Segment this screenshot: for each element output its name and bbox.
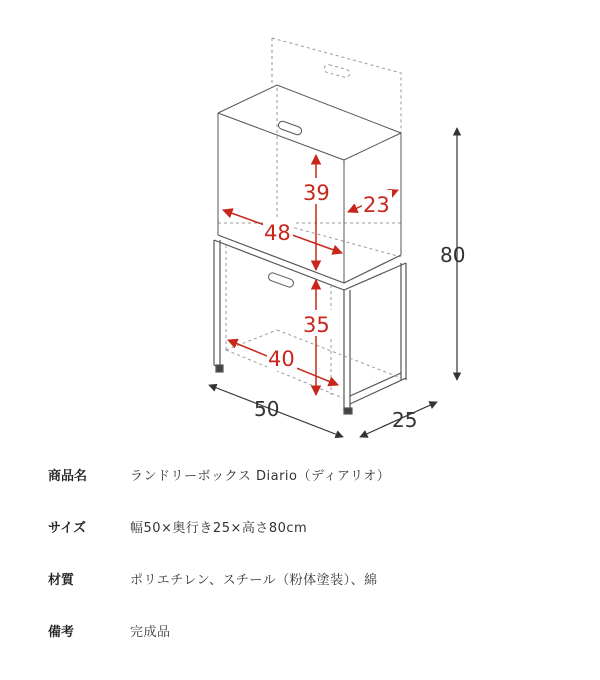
width-bottom-label: 40 [268, 347, 295, 371]
spec-table [48, 465, 568, 673]
spec-row-product-name [48, 465, 568, 517]
spec-label: 材質 [48, 573, 75, 588]
spec-row-notes [48, 621, 568, 673]
foot-front-icon [344, 408, 352, 414]
total-depth-label: 25 [392, 408, 418, 432]
spec-value: 完成品 [130, 625, 171, 640]
height-bottom-label: 35 [303, 313, 330, 337]
spec-value: ポリエチレン、スチール（粉体塗装）、綿 [130, 573, 378, 588]
total-height-label: 80 [440, 243, 466, 267]
back-handle-icon [323, 64, 350, 78]
depth-top-label: 23 [363, 193, 390, 217]
total-width-label: 50 [254, 397, 280, 421]
outer-dimension-lines [209, 128, 457, 437]
width-top-label: 48 [264, 221, 291, 245]
spec-label: 備考 [48, 625, 75, 640]
spec-label: サイズ [48, 521, 86, 536]
lower-handle-icon [267, 272, 294, 288]
front-handle-icon [277, 120, 302, 136]
spec-label: 商品名 [48, 469, 88, 484]
height-top-label: 39 [303, 181, 330, 205]
spec-value: ランドリーボックス Diario（ディアリオ） [130, 469, 391, 484]
spec-row-material [48, 569, 568, 621]
spec-row-size [48, 517, 568, 569]
spec-value: 幅50×奥行き25×高さ80cm [130, 521, 308, 536]
foot-left-icon [216, 365, 223, 372]
